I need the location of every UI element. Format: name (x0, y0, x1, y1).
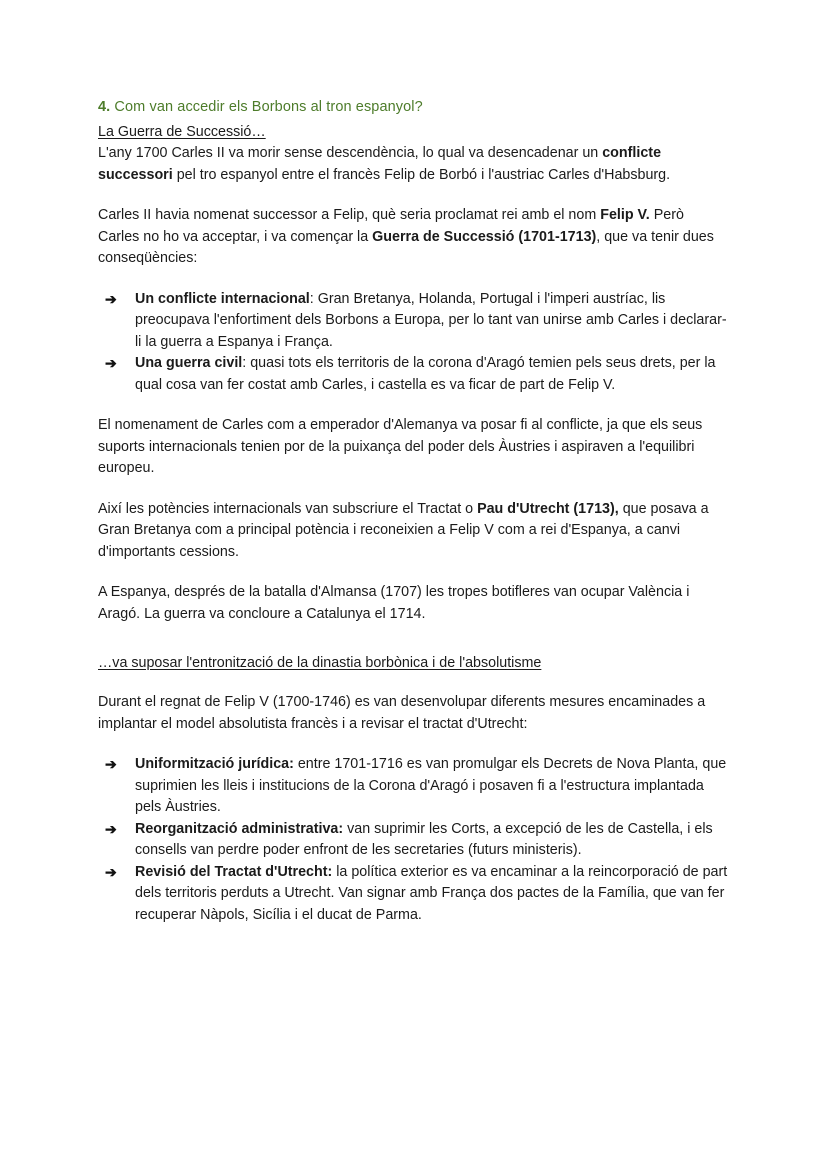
paragraph-4-bold-1: Pau d'Utrecht (1713), (477, 500, 619, 517)
list-item-text: : Gran Bretanya, Holanda, Portugal i l'imperi austríac, lis preocupava l'enfortiment dels Borbons a Europa, per lo tant van unirse amb Carles i declarar-li la guerra a Espanya i França. (135, 290, 727, 350)
list-item (105, 353, 728, 396)
paragraph-1 (98, 143, 728, 186)
paragraph-2-bold-2: Guerra de Successió (1701-1713) (372, 228, 597, 245)
paragraph-1-bold-1: conflicte successori (98, 145, 662, 183)
list-item-bold: Reorganització administrativa: (135, 820, 344, 837)
paragraph-1-part-2: pel tro espanyol entre el francès Felip de Borbó i l'austriac Carles d'Habsburg. (172, 166, 671, 183)
list-item-text: van suprimir les Corts, a excepció de les de Castella, i els consells van perdre poder enfront de les secretaries (futurs ministeris). (135, 820, 713, 858)
list-item (105, 862, 728, 927)
list-item-text: la política exterior es va encaminar a la reincorporació de part dels territoris perduts a Utrecht. Van signar amb França dos pactes de la Família, que van fer recuperar Nàpols, Sicília i el ducat de Parma. (135, 863, 728, 923)
paragraph-2-bold-1: Felip V. (600, 207, 650, 224)
paragraph-3: El nomenament de Carles com a emperador d'Alemanya va posar fi al conflicte, ja que els seus suports internacionals tenien por de la puixança del poder dels Àustries i aspiraven a l'equilibri europeu. (98, 417, 703, 477)
list-item (105, 819, 728, 862)
subheading-entronitzacio: …va suposar l'entronització de la dinastia borbònica i de l'absolutisme (98, 655, 542, 672)
paragraph-2 (98, 205, 728, 270)
spacer (98, 644, 728, 653)
measures-list (98, 754, 728, 926)
spacer (98, 675, 728, 692)
paragraph-2-part-1: Carles II havia nomenat successor a Felip, què seria proclamat rei amb el nom (98, 207, 601, 224)
list-item-text: entre 1701-1716 es van promulgar els Decrets de Nova Planta, que suprimien les lleis i institucions de la Corona d'Aragó i posaven fi a l'estructura implantada pels Àustries. (135, 756, 727, 815)
section-number: 4. (98, 99, 111, 115)
paragraph-4-part-1: Així les potències internacionals van subscriure el Tractat o (98, 500, 478, 517)
list-item-bold: Revisió del Tractat d'Utrecht: (135, 863, 333, 880)
list-item (105, 754, 728, 819)
arrow-right-icon: ➔ (105, 355, 117, 372)
list-item (105, 289, 728, 354)
paragraph-5: A Espanya, després de la batalla d'Almansa (1707) les tropes botifleres van ocupar València i Aragó. La guerra va concloure a Catalunya el 1714. (98, 584, 690, 622)
paragraph-2-part-2: Però Carles no ho va acceptar, i va començar la (98, 207, 684, 245)
arrow-right-icon: ➔ (105, 863, 117, 880)
paragraph-4-part-2: que posava a Gran Bretanya com a principal potència i reconeixien a Felip V com a rei d'Espanya, a canvi d'importants cessions. (98, 500, 709, 560)
list-item-bold: Un conflicte internacional (135, 290, 310, 307)
subheading-guerra-successio: La Guerra de Successió… (98, 123, 266, 140)
arrow-right-icon: ➔ (105, 820, 117, 837)
paragraph-6: Durant el regnat de Felip V (1700-1746) es van desenvolupar diferents mesures encaminades a implantar el model absolutista francès i a revisar el tractat d'Utrecht: (98, 694, 706, 732)
list-item-bold: Uniformització jurídica: (135, 756, 294, 772)
paragraph-2-part-3: , que va tenir dues conseqüències: (98, 228, 714, 267)
arrow-right-icon: ➔ (105, 290, 117, 307)
consequences-list (98, 289, 728, 397)
section-title-text: Com van accedir els Borbons al tron espanyol? (110, 99, 423, 115)
list-item-bold: Una guerra civil (135, 355, 243, 372)
paragraph-4 (98, 499, 728, 564)
document-content (98, 98, 728, 926)
arrow-right-icon: ➔ (105, 756, 117, 772)
paragraph-1-part-1: L'any 1700 Carles II va morir sense descendència, lo qual va desencadenar un (98, 145, 603, 162)
list-item-text: : quasi tots els territoris de la corona d'Aragó temien pels seus drets, per la qual cosa van fer costat amb Carles, i castella es va ficar de part de Felip V. (135, 355, 716, 393)
page-title (98, 98, 728, 118)
